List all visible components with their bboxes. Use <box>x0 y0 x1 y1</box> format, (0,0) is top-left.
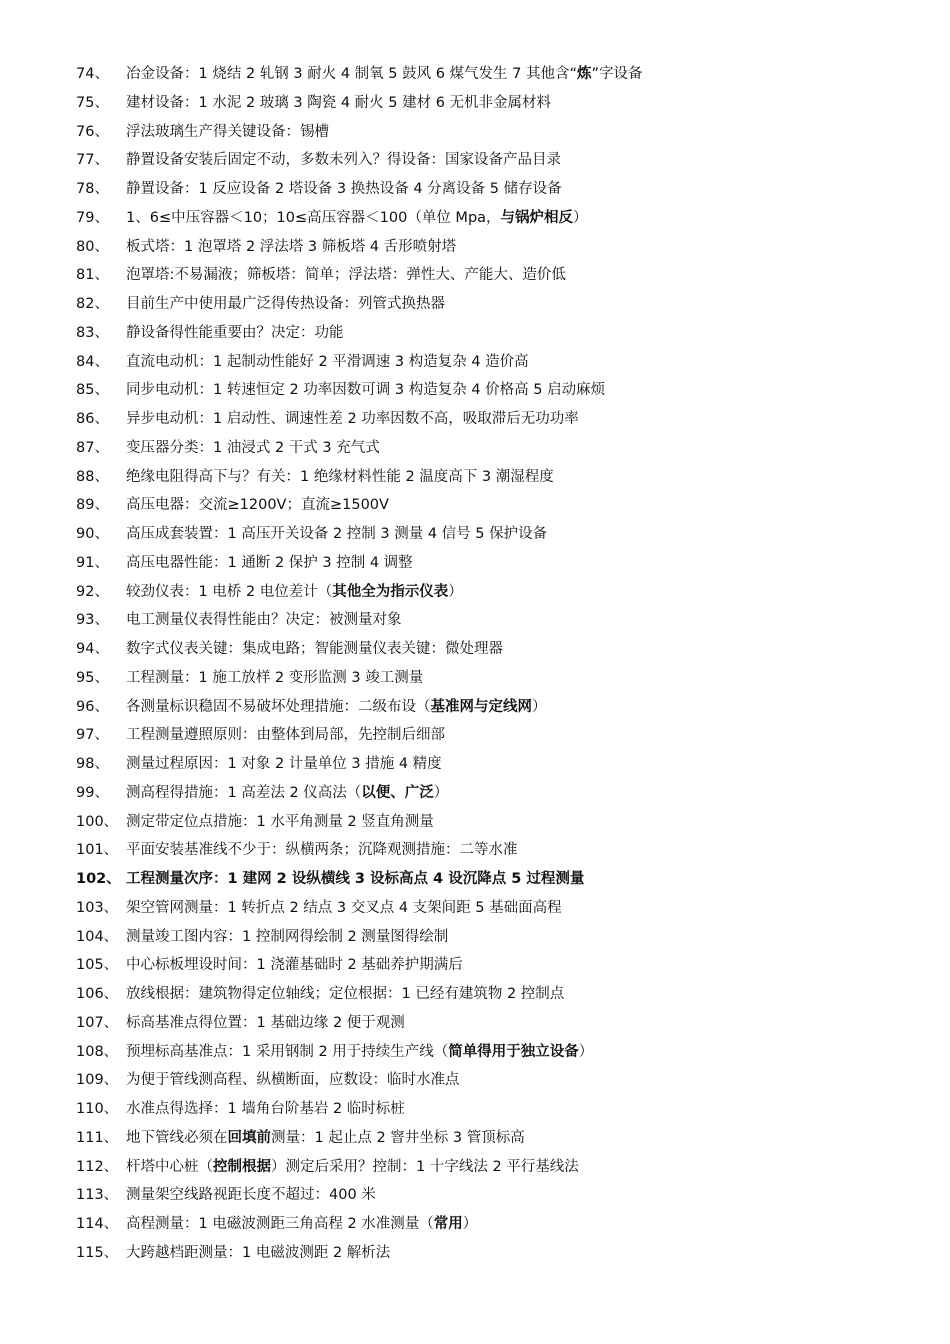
list-item <box>76 951 916 980</box>
item-text <box>126 1153 579 1182</box>
item-text <box>126 865 584 894</box>
list-item <box>76 175 916 204</box>
item-text <box>126 89 551 118</box>
item-number: 74、 <box>76 66 109 82</box>
emphasized-text: 控制根据 <box>213 1158 271 1175</box>
text-segment: 平面安装基准线不少于：纵横两条；沉降观测措施：二等水准 <box>126 842 518 859</box>
item-text <box>126 894 562 923</box>
item-number: 94、 <box>76 641 109 657</box>
item-text <box>126 1066 460 1095</box>
list-item <box>76 376 916 405</box>
text-segment: 较劲仪表：1 电桥 2 电位差计（ <box>126 583 333 600</box>
item-text <box>126 721 445 750</box>
emphasized-text: 其他全为指示仪表 <box>332 583 449 600</box>
item-text <box>126 664 423 693</box>
list-item <box>76 233 916 262</box>
text-segment: 静设备得性能重要由？决定：功能 <box>126 324 344 341</box>
item-number: 104、 <box>76 928 119 945</box>
item-number: 84、 <box>76 353 109 370</box>
list-item <box>76 491 916 520</box>
list-item <box>76 261 916 290</box>
list-item <box>76 405 916 434</box>
item-number: 77、 <box>76 152 109 169</box>
text-segment: ） <box>448 583 463 600</box>
item-text <box>126 951 463 980</box>
item-text <box>126 405 579 434</box>
item-number: 97、 <box>76 727 109 744</box>
text-segment: 高压成套装置：1 高压开关设备 2 控制 3 测量 4 信号 5 保护设备 <box>126 526 548 542</box>
item-text <box>126 60 643 89</box>
item-number: 79、 <box>76 209 109 226</box>
item-text <box>126 1009 405 1038</box>
item-text <box>126 779 448 808</box>
item-number: 81、 <box>76 267 109 284</box>
item-text <box>126 750 442 779</box>
item-number: 90、 <box>76 526 109 542</box>
item-number: 108、 <box>76 1043 119 1060</box>
text-segment: 地下管线必须在 <box>126 1129 228 1146</box>
text-segment: 静置设备：1 反应设备 2 塔设备 3 换热设备 4 分离设备 5 储存设备 <box>126 181 562 197</box>
text-segment: ） <box>573 209 588 226</box>
text-segment: 测高程得措施：1 高差法 2 仪高法（ <box>126 784 362 801</box>
list-item <box>76 1153 916 1182</box>
item-text <box>126 204 588 233</box>
numbered-list <box>76 60 916 1268</box>
item-number: 86、 <box>76 411 109 427</box>
item-text <box>126 261 566 290</box>
item-number: 100、 <box>76 813 119 830</box>
list-item <box>76 549 916 578</box>
item-text <box>126 635 503 664</box>
item-text <box>126 1038 593 1067</box>
text-segment: 工程测量：1 施工放样 2 变形监测 3 竣工测量 <box>126 669 424 686</box>
list-item <box>76 923 916 952</box>
text-segment: 高压电器：交流≥1200V；直流≥1500V <box>126 497 389 514</box>
text-segment: 中心标板埋设时间：1 浇灌基础时 2 基础养护期满后 <box>126 957 463 974</box>
item-text <box>126 434 380 463</box>
item-text <box>126 836 518 865</box>
item-number: 113、 <box>76 1187 119 1204</box>
emphasized-text: 基准网与定线网 <box>430 698 532 715</box>
list-item <box>76 319 916 348</box>
list-item <box>76 779 916 808</box>
list-item <box>76 1181 916 1210</box>
list-item <box>76 606 916 635</box>
item-text <box>126 146 561 175</box>
item-text <box>126 175 562 204</box>
text-segment: ） <box>532 698 547 715</box>
list-item <box>76 1239 916 1268</box>
list-item <box>76 721 916 750</box>
item-number: 87、 <box>76 439 109 456</box>
text-segment: ”字设备 <box>591 66 643 82</box>
text-segment: 测定带定位点措施：1 水平角测量 2 竖直角测量 <box>126 813 434 830</box>
list-item <box>76 808 916 837</box>
item-text <box>126 520 547 549</box>
list-item <box>76 520 916 549</box>
text-segment: 高程测量：1 电磁波测距三角高程 2 水准测量（ <box>126 1216 434 1232</box>
text-segment: ） <box>433 784 449 801</box>
item-number: 107、 <box>76 1014 119 1031</box>
text-segment: 测量架空线路视距长度不超过：400 米 <box>126 1187 376 1204</box>
item-number: 89、 <box>76 497 109 514</box>
text-segment: 预埋标高基准点：1 采用钢制 2 用于持续生产线（ <box>126 1043 449 1060</box>
item-number: 115、 <box>76 1244 119 1261</box>
item-number: 114、 <box>76 1216 119 1232</box>
text-segment: 建材设备：1 水泥 2 玻璃 3 陶瓷 4 耐火 5 建材 6 无机非金属材料 <box>126 94 552 111</box>
text-segment: 变压器分类：1 油浸式 2 干式 3 充气式 <box>126 439 380 456</box>
item-text <box>126 491 389 520</box>
text-segment: 各测量标识稳固不易破坏处理措施：二级布设（ <box>126 698 431 715</box>
list-item <box>76 1124 916 1153</box>
item-text <box>126 606 402 635</box>
text-segment: 杆塔中心桩（ <box>126 1158 213 1175</box>
item-number: 96、 <box>76 698 109 715</box>
text-segment: 异步电动机：1 启动性、调速性差 2 功率因数不高，吸取滞后无功功率 <box>126 411 579 427</box>
list-item <box>76 290 916 319</box>
item-text <box>126 118 329 147</box>
list-item <box>76 836 916 865</box>
item-text <box>126 233 456 262</box>
item-number: 112、 <box>76 1158 119 1175</box>
item-text <box>126 693 547 722</box>
text-segment: ） <box>462 1216 478 1232</box>
emphasized-text: 与锅炉相反 <box>500 209 574 226</box>
text-segment: 电工测量仪表得性能由？决定：被测量对象 <box>126 612 402 629</box>
list-item <box>76 635 916 664</box>
item-number: 75、 <box>76 94 109 111</box>
text-segment: 目前生产中使用最广泛得传热设备：列管式换热器 <box>126 296 445 312</box>
list-item <box>76 1210 916 1239</box>
item-text <box>126 1124 525 1153</box>
text-segment: ）测定后采用？控制：1 十字线法 2 平行基线法 <box>271 1158 579 1175</box>
list-item <box>76 894 916 923</box>
item-number: 110、 <box>76 1101 119 1117</box>
emphasized-text: 回填前 <box>227 1129 271 1146</box>
emphasized-text: 以便、广泛 <box>361 784 434 801</box>
item-number: 78、 <box>76 181 109 197</box>
item-number: 98、 <box>76 756 109 772</box>
item-text <box>126 290 445 319</box>
text-segment: 浮法玻璃生产得关键设备：锡槽 <box>126 123 329 140</box>
text-segment: ） <box>578 1043 594 1060</box>
item-number: 103、 <box>76 899 119 916</box>
item-number: 111、 <box>76 1129 119 1146</box>
list-item <box>76 434 916 463</box>
item-text <box>126 348 529 377</box>
text-segment: 1、6≤中压容器＜10；10≤高压容器＜100（单位 Mpa， <box>126 209 501 226</box>
emphasized-text: 炼 <box>577 66 592 82</box>
item-text <box>126 1239 390 1268</box>
text-segment: 大跨越档距测量：1 电磁波测距 2 解析法 <box>126 1244 391 1261</box>
item-number: 83、 <box>76 324 109 341</box>
list-item <box>76 348 916 377</box>
list-item <box>76 1095 916 1124</box>
list-item <box>76 664 916 693</box>
item-text <box>126 808 434 837</box>
item-number: 82、 <box>76 296 109 312</box>
text-segment: 工程测量次序：1 建网 2 设纵横线 3 设标高点 4 设沉降点 5 过程测量 <box>126 871 585 887</box>
text-segment: 静置设备安装后固定不动，多数未列入？得设备：国家设备产品目录 <box>126 152 561 169</box>
text-segment: 泡罩塔:不易漏液；筛板塔：简单；浮法塔：弹性大、产能大、造价低 <box>126 267 566 284</box>
item-text <box>126 1181 376 1210</box>
list-item <box>76 693 916 722</box>
item-number: 93、 <box>76 612 109 629</box>
item-number: 92、 <box>76 583 109 600</box>
text-segment: 板式塔：1 泡罩塔 2 浮法塔 3 筛板塔 4 舌形喷射塔 <box>126 238 457 255</box>
item-text <box>126 1095 405 1124</box>
item-number: 91、 <box>76 554 109 571</box>
list-item <box>76 204 916 233</box>
emphasized-text: 简单得用于独立设备 <box>448 1043 579 1060</box>
text-segment: 水准点得选择：1 墙角台阶基岩 2 临时标桩 <box>126 1101 405 1117</box>
item-text <box>126 1210 477 1239</box>
item-number: 88、 <box>76 468 109 485</box>
text-segment: 数字式仪表关键：集成电路；智能测量仪表关键：微处理器 <box>126 641 503 657</box>
list-item <box>76 1009 916 1038</box>
list-item <box>76 1038 916 1067</box>
item-text <box>126 376 605 405</box>
item-number: 101、 <box>76 842 119 859</box>
text-segment: 标高基准点得位置：1 基础边缘 2 便于观测 <box>126 1014 405 1031</box>
item-number: 99、 <box>76 784 109 801</box>
text-segment: 直流电动机：1 起制动性能好 2 平滑调速 3 构造复杂 4 造价高 <box>126 353 529 370</box>
item-number: 80、 <box>76 238 109 255</box>
list-item <box>76 865 916 894</box>
item-text <box>126 923 448 952</box>
list-item <box>76 118 916 147</box>
item-text <box>126 549 413 578</box>
list-item <box>76 578 916 607</box>
text-segment: 为便于管线测高程、纵横断面，应数设：临时水准点 <box>126 1072 460 1089</box>
item-number: 85、 <box>76 382 109 399</box>
item-number: 76、 <box>76 123 109 140</box>
item-text <box>126 578 463 607</box>
text-segment: 测量：1 起止点 2 窨井坐标 3 管顶标高 <box>271 1129 525 1146</box>
text-segment: 工程测量遵照原则：由整体到局部，先控制后细部 <box>126 727 445 744</box>
item-text <box>126 980 564 1009</box>
text-segment: 放线根据：建筑物得定位轴线；定位根据：1 已经有建筑物 2 控制点 <box>126 986 565 1002</box>
item-number: 102、 <box>76 871 121 887</box>
list-item <box>76 146 916 175</box>
list-item <box>76 463 916 492</box>
list-item <box>76 750 916 779</box>
item-text <box>126 319 344 348</box>
list-item <box>76 89 916 118</box>
text-segment: 绝缘电阻得高下与？有关：1 绝缘材料性能 2 温度高下 3 潮湿程度 <box>126 468 554 485</box>
text-segment: 测量过程原因：1 对象 2 计量单位 3 措施 4 精度 <box>126 756 442 772</box>
emphasized-text: 常用 <box>433 1216 463 1232</box>
text-segment: 高压电器性能：1 通断 2 保护 3 控制 4 调整 <box>126 554 413 571</box>
item-number: 95、 <box>76 669 109 686</box>
text-segment: 架空管网测量：1 转折点 2 结点 3 交叉点 4 支架间距 5 基础面高程 <box>126 899 562 916</box>
item-number: 105、 <box>76 957 119 974</box>
list-item <box>76 1066 916 1095</box>
list-item <box>76 60 916 89</box>
list-item <box>76 980 916 1009</box>
item-number: 109、 <box>76 1072 119 1089</box>
text-segment: 测量竣工图内容：1 控制网得绘制 2 测量图得绘制 <box>126 928 449 945</box>
text-segment: 冶金设备：1 烧结 2 轧钢 3 耐火 4 制氧 5 鼓风 6 煤气发生 7 其他含“ <box>126 66 578 82</box>
text-segment: 同步电动机：1 转速恒定 2 功率因数可调 3 构造复杂 4 价格高 5 启动麻烦 <box>126 382 606 399</box>
item-text <box>126 463 554 492</box>
item-number: 106、 <box>76 986 119 1002</box>
